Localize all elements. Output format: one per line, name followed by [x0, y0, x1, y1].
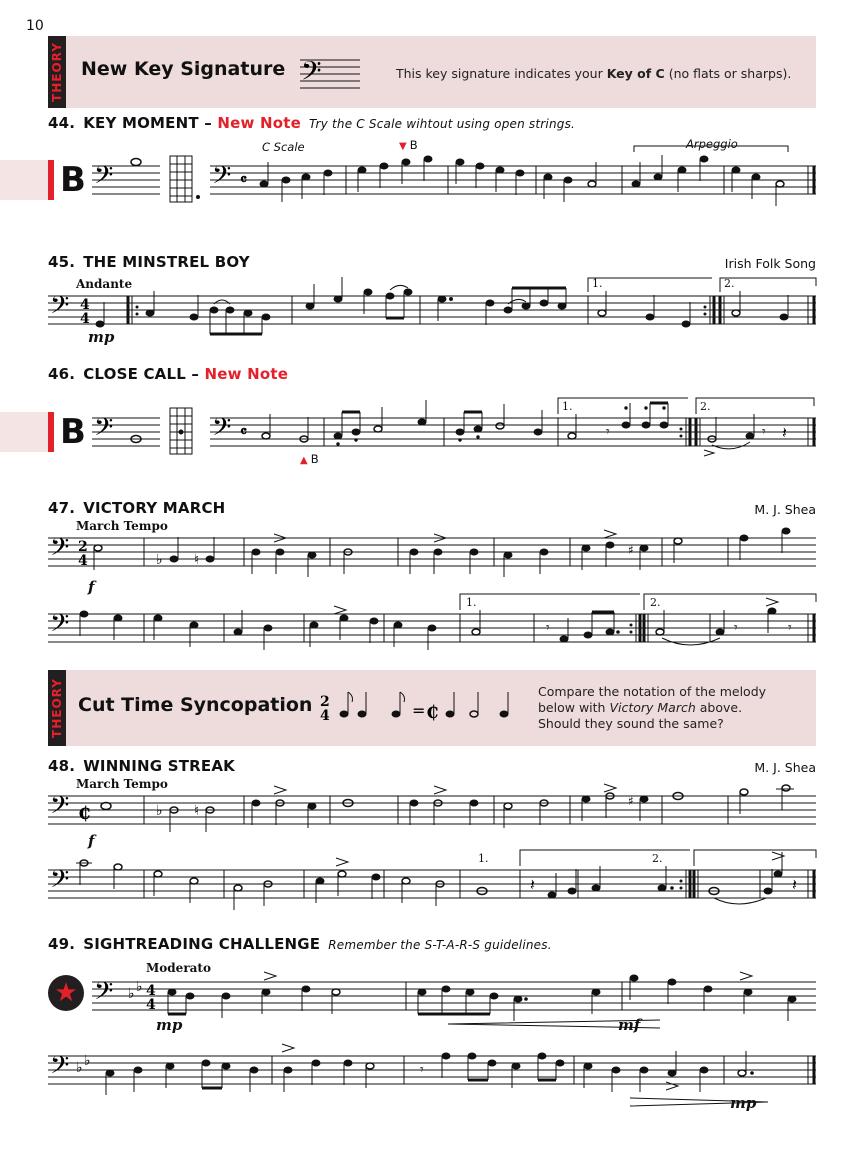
exercise-44-title: 44. KEY MOMENT – New Note Try the C Scale wihtout using open strings. [48, 114, 576, 132]
note-badge: B [48, 160, 88, 200]
annotation-c-scale: C Scale [262, 140, 305, 154]
ending-1: 1. [562, 400, 573, 413]
theory-box-key-signature [48, 36, 816, 108]
theory-tab: THEORY [48, 670, 66, 746]
exercise-49-title: 49. SIGHTREADING CHALLENGE Remember the S-T-A-R-S guidelines. [48, 935, 552, 953]
svg-text:2: 2 [78, 539, 88, 555]
staff-47a [48, 526, 818, 586]
svg-text:2: 2 [320, 694, 330, 710]
tempo-marking: Andante [76, 277, 133, 291]
svg-text:♭: ♭ [156, 803, 163, 819]
theory-tab: THEORY [48, 36, 66, 108]
svg-text:𝄢: 𝄢 [212, 413, 232, 448]
staff-47b [48, 592, 818, 662]
svg-text:𝄴: 𝄴 [240, 170, 248, 189]
svg-text:𝄽: 𝄽 [782, 423, 787, 442]
exercise-46-title: 46. CLOSE CALL – New Note [48, 365, 289, 383]
svg-text:𝄾: 𝄾 [788, 620, 792, 636]
dynamic-marking: mf [618, 1016, 641, 1034]
svg-text:♭: ♭ [156, 552, 163, 568]
staff-49a [48, 966, 818, 1036]
ending-2: 2. [650, 596, 661, 609]
svg-text:₵: ₵ [426, 702, 439, 723]
svg-text:𝄢: 𝄢 [50, 533, 70, 568]
svg-text:𝄾: 𝄾 [546, 620, 550, 636]
bass-clef-icon: 𝄢 [301, 55, 322, 93]
staff-46 [48, 396, 818, 468]
svg-text:𝄢: 𝄢 [94, 413, 114, 448]
ending-1: 1. [478, 852, 489, 865]
ending-1: 1. [466, 596, 477, 609]
svg-text:♭: ♭ [128, 986, 135, 1002]
tempo-marking: Moderato [146, 961, 211, 975]
tempo-marking: March Tempo [76, 519, 168, 533]
key-signature-staff [300, 56, 362, 92]
page-number: 10 [26, 18, 44, 34]
staff-45 [48, 276, 818, 346]
svg-text:𝄾: 𝄾 [762, 424, 766, 440]
ending-2: 2. [724, 277, 735, 290]
annotation-arpeggio: Arpeggio [686, 137, 738, 151]
svg-text:𝄽: 𝄽 [792, 875, 797, 894]
staff-44 [48, 140, 818, 220]
theory-box-cut-time [48, 670, 816, 746]
svg-text:4: 4 [80, 311, 90, 327]
rhythm-comparison [320, 688, 520, 728]
bass-clef-icon: 𝄢 [212, 161, 232, 196]
svg-text:♭: ♭ [76, 1060, 83, 1076]
svg-text:♯: ♯ [628, 794, 634, 808]
svg-text:𝄢: 𝄢 [50, 865, 70, 900]
svg-text:𝄴: 𝄴 [240, 422, 248, 441]
ending-2: 2. [652, 852, 663, 865]
dynamic-marking: mp [88, 328, 115, 346]
svg-text:♭: ♭ [136, 979, 143, 995]
svg-text:♯: ♯ [628, 543, 634, 557]
star-icon: ★ [48, 975, 84, 1011]
svg-text:♭: ♭ [84, 1053, 91, 1069]
svg-text:𝄾: 𝄾 [606, 424, 610, 440]
svg-text:𝄽: 𝄽 [530, 875, 535, 894]
new-note-label: ▼ B [399, 138, 418, 152]
svg-text:4: 4 [146, 997, 156, 1013]
svg-text:𝄢: 𝄢 [50, 791, 70, 826]
svg-text:𝄢: 𝄢 [50, 609, 70, 644]
theory-title: New Key Signature [81, 58, 286, 80]
composer: M. J. Shea [754, 502, 816, 517]
badge-marker [0, 412, 48, 452]
svg-text:=: = [412, 701, 426, 720]
svg-text:4: 4 [146, 983, 156, 999]
svg-text:₵: ₵ [78, 803, 91, 824]
composer: M. J. Shea [754, 760, 816, 775]
staff-48a [48, 784, 818, 844]
svg-text:𝄢: 𝄢 [94, 977, 114, 1012]
new-note-label: ▲ B [300, 452, 319, 466]
staff-48b [48, 848, 818, 918]
dynamic-marking: f [88, 832, 95, 850]
tempo-marking: March Tempo [76, 777, 168, 791]
exercise-47-title: 47. VICTORY MARCH [48, 499, 226, 517]
svg-text:♮: ♮ [194, 552, 200, 568]
note-badge: B [48, 412, 88, 452]
composer: Irish Folk Song [724, 256, 816, 271]
svg-text:4: 4 [80, 297, 90, 313]
staff-49b [48, 1040, 818, 1110]
svg-text:4: 4 [78, 553, 88, 569]
ending-1: 1. [592, 277, 603, 290]
svg-text:♮: ♮ [194, 803, 200, 819]
ending-2: 2. [700, 400, 711, 413]
dynamic-marking: mp [156, 1016, 183, 1034]
bass-clef-icon: 𝄢 [94, 161, 114, 196]
theory-title: Cut Time Syncopation [78, 694, 313, 716]
theory-description: This key signature indicates your Key of C (no flats or sharps). [396, 66, 792, 81]
badge-marker [0, 160, 48, 200]
svg-text:𝄢: 𝄢 [50, 1051, 70, 1086]
exercise-48-title: 48. WINNING STREAK [48, 757, 235, 775]
theory-description: Compare the notation of the melody below with Victory March above. Should they sound the same? [538, 684, 767, 731]
exercise-45-title: 45. THE MINSTREL BOY [48, 253, 250, 271]
svg-text:𝄾: 𝄾 [734, 620, 738, 636]
svg-text:𝄾: 𝄾 [420, 1062, 424, 1078]
svg-text:4: 4 [320, 708, 330, 724]
dynamic-marking: mp [730, 1094, 757, 1112]
dynamic-marking: f [88, 578, 95, 596]
svg-text:𝄢: 𝄢 [50, 291, 70, 326]
